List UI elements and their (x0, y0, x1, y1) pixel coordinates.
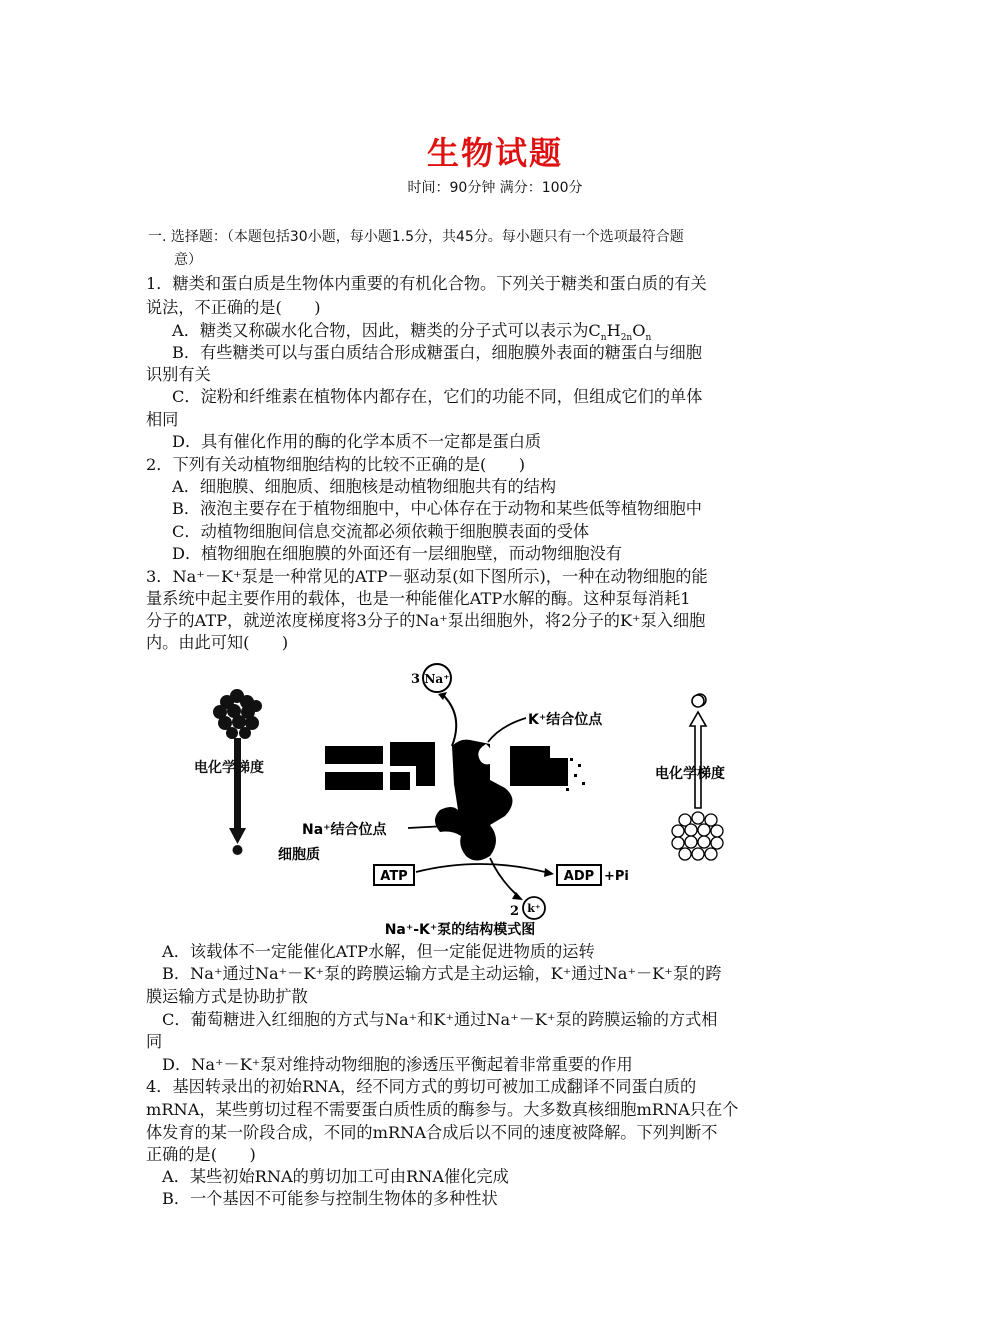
q3-stem-line3: 分子的ATP，就逆浓度梯度将3分子的Na⁺泵出细胞外，将2分子的K⁺泵入细胞 (146, 611, 706, 630)
svg-text:细胞质: 细胞质 (278, 847, 320, 863)
q4-stem-line1: 4．基因转录出的初始RNA，经不同方式的剪切可被加工成翻译不同蛋白质的 (146, 1077, 697, 1096)
q3-option-a: A．该载体不一定能催化ATP水解，但一定能促进物质的运转 (162, 942, 595, 961)
k-site-pointer (488, 718, 526, 742)
svg-text:2: 2 (510, 904, 520, 919)
svg-text:Na⁺结合位点: Na⁺结合位点 (302, 822, 387, 838)
q3-stem-line2: 量系统中起主要作用的载体，也是一种能催化ATP水解的酶。这种泵每消耗1 (146, 589, 691, 608)
svg-text:k⁺: k⁺ (527, 902, 541, 915)
section-heading-cont: 意） (174, 252, 202, 268)
q1-stem-line1: 1．糖类和蛋白质是生物体内重要的有机化合物。下列关于糖类和蛋白质的有关 (146, 274, 707, 293)
na-site-group (278, 821, 446, 863)
svg-text:3: 3 (411, 672, 421, 687)
figure-caption: Na⁺-K⁺泵的结构模式图 (384, 922, 536, 938)
q2-option-b: B．液泡主要存在于植物细胞中，中心体存在于动物和某些低等植物细胞中 (172, 499, 702, 518)
na-exit-arrow (442, 694, 456, 746)
na-ion-cluster-icon (213, 689, 262, 739)
q3-stem-line1: 3．Na⁺－K⁺泵是一种常见的ATP－驱动泵(如下图所示)，一种在动物细胞的能 (146, 567, 708, 586)
atp-adp-group (374, 864, 629, 885)
q1-stem-line2: 说法，不正确的是( ) (146, 298, 321, 317)
q1-option-b-line1: B．有些糖类可以与蛋白质结合形成糖蛋白，细胞膜外表面的糖蛋白与细胞 (172, 343, 702, 362)
page-title: 生物试题 (426, 134, 563, 172)
single-k-ion-icon (692, 695, 704, 707)
right-gradient-group (655, 694, 725, 860)
q1-option-d: D．具有催化作用的酶的化学本质不一定都是蛋白质 (172, 432, 542, 451)
svg-text:Na⁺: Na⁺ (424, 672, 450, 686)
q4-stem-line3: 体发育的某一阶段合成，不同的mRNA合成后以不同的速度被降解。下列判断不 (146, 1123, 718, 1142)
q3-stem-line4: 内。由此可知( ) (146, 633, 289, 652)
q3-option-b-line1: B．Na⁺通过Na⁺－K⁺泵的跨膜运输方式是主动运输，K⁺通过Na⁺－K⁺泵的跨 (162, 964, 722, 983)
q1-option-c-line2: 相同 (146, 410, 179, 429)
q1-option-c-line1: C．淀粉和纤维素在植物体内都存在，它们的功能不同，但组成它们的单体 (172, 387, 703, 406)
svg-text:+Pi: +Pi (604, 869, 629, 884)
na-out-group (411, 664, 456, 746)
q4-stem-line2: mRNA，某些剪切过程不需要蛋白质性质的酶参与。大多数真核细胞mRNA只在个 (146, 1100, 739, 1119)
q4-stem-line4: 正确的是( ) (146, 1145, 256, 1164)
atp-hydrolysis-arrow (416, 864, 545, 872)
q1-option-a: A．糖类又称碳水化合物，因此，糖类的分子式可以表示为$C_nH_{2n}O_n$ (172, 321, 652, 344)
left-gradient-arrowhead (229, 828, 246, 844)
right-gradient-arrow (690, 712, 706, 808)
left-gradient-arrow-shaft (234, 738, 241, 838)
q3-option-d: D．Na⁺－K⁺泵对维持动物细胞的渗透压平衡起着非常重要的作用 (162, 1055, 633, 1074)
q2-option-a: A．细胞膜、细胞质、细胞核是动植物细胞共有的结构 (172, 477, 557, 496)
svg-text:ADP: ADP (563, 869, 595, 884)
k-ion-cluster-icon (672, 812, 723, 860)
section-heading (148, 226, 808, 272)
q2-stem: 2．下列有关动植物细胞结构的比较不正确的是( ) (146, 455, 526, 474)
q3-option-c-line2: 同 (146, 1032, 163, 1051)
q3-option-b-line2: 膜运输方式是协助扩散 (146, 987, 308, 1006)
svg-text:电化学梯度: 电化学梯度 (655, 766, 725, 782)
q2-option-d: D．植物细胞在细胞膜的外面还有一层细胞壁，而动物细胞没有 (172, 544, 623, 563)
q3-option-c-line1: C．葡萄糖进入红细胞的方式与Na⁺和K⁺通过Na⁺－K⁺泵的跨膜运输的方式相 (162, 1010, 718, 1029)
single-na-ion-icon (233, 845, 243, 855)
left-gradient-label: 电化学梯度 (194, 760, 264, 776)
k-site-group (488, 711, 603, 742)
svg-text:ATP: ATP (380, 869, 408, 884)
exam-info: 时间：90分钟 满分：100分 (407, 180, 583, 196)
left-gradient-group (194, 689, 264, 855)
q4-option-b: B．一个基因不可能参与控制生物体的多种性状 (162, 1189, 498, 1208)
pump-protein (435, 740, 513, 861)
na-k-pump-diagram (190, 660, 725, 938)
q1-option-b-line2: 识别有关 (146, 365, 211, 384)
svg-text:K⁺结合位点: K⁺结合位点 (528, 712, 603, 728)
section-heading-text: 一. 选择题：（本题包括30小题，每小题1.5分，共45分。每小题只有一个选项最符合题 (148, 229, 684, 245)
q2-option-c: C．动植物细胞间信息交流都必须依赖于细胞膜表面的受体 (172, 522, 590, 541)
q4-option-a: A．某些初始RNA的剪切加工可由RNA催化完成 (162, 1167, 509, 1186)
